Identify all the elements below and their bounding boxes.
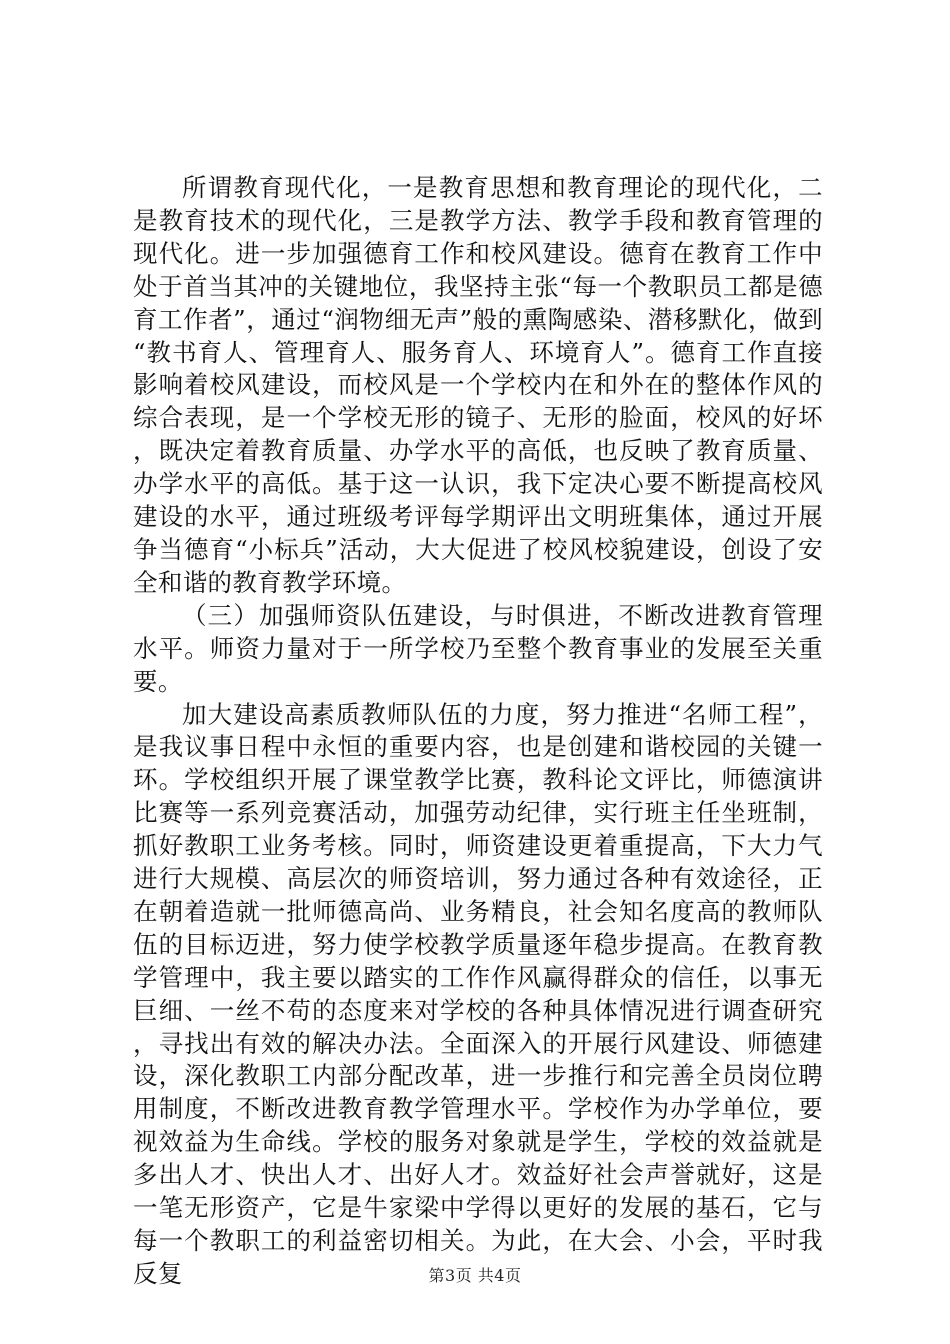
paragraph-teacher-team-building: 加大建设高素质教师队伍的力度，努力推进“名师工程”，是我议事日程中永恒的重要内容，也是创建和谐校园的关键一环。学校组织开展了课堂教学比赛，教科论文评比，师德演讲比赛等一系列竞赛活动，加强劳动纪律，实行班主任坐班制，抓好教职工业务考核。同时，师资建设更着重提高，下大力气进行大规模、高层次的师资培训，努力通过各种有效途径，正在朝着造就一批师德高尚、业务精良，社会知名度高的教师队伍的目标迈进，努力使学校教学质量逐年稳步提高。在教育教学管理中，我主要以踏实的工作作风赢得群众的信任，以事无巨细、一丝不苟的态度来对学校的各种具体情况进行调查研究，寻找出有效的解决办法。全面深入的开展行风建设、师德建设，深化教职工内部分配改革，进一步推行和完善全员岗位聘用制度，不断改进教育教学管理水平。学校作为办学单位，要视效益为生命线。学校的服务对象就是学生，学校的效益就是多出人才、快出人才、出好人才。效益好社会声誉就好，这是一笔无形资产，它是牛家梁中学得以更好的发展的基石，它与每一个教职工的利益密切相关。为此，在大会、小会，平时我反复 (133, 699, 823, 1288)
page-number-footer: 第3页 共4页 (428, 1266, 522, 1285)
paragraph-education-modernization: 所谓教育现代化，一是教育思想和教育理论的现代化，二是教育技术的现代化，三是教学方法、教学手段和教育管理的现代化。进一步加强德育工作和校风建设。德育在教育工作中处于首当其冲的关键地位，我坚持主张“每一个教职员工都是德育工作者”，通过“润物细无声”般的熏陶感染、潜移默化，做到“教书育人、管理育人、服务育人、环境育人”。德育工作直接影响着校风建设，而校风是一个学校内在和外在的整体作风的综合表现，是一个学校无形的镜子、无形的脸面，校风的好坏，既决定着教育质量、办学水平的高低，也反映了教育质量、办学水平的高低。基于这一认识，我下定决心要不断提高校风建设的水平，通过班级考评每学期评出文明班集体，通过开展争当德育“小标兵”活动，大大促进了校风校貌建设，创设了安全和谐的教育教学环境。 (133, 173, 823, 597)
document-body (133, 172, 823, 1291)
paragraph-section-three-heading: （三）加强师资队伍建设，与时俱进，不断改进教育管理水平。师资力量对于一所学校乃至整个教育事业的发展至关重要。 (133, 600, 823, 696)
